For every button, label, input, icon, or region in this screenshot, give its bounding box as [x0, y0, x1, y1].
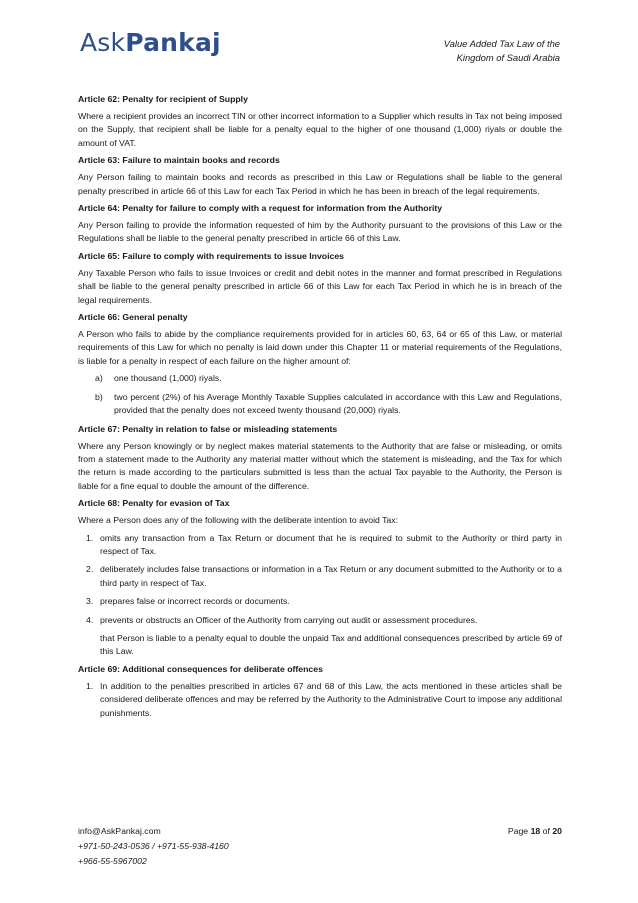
logo-pankaj-text: Pankaj	[125, 28, 221, 57]
article-65	[78, 250, 562, 307]
page-current: 18	[530, 826, 541, 836]
document-body	[78, 93, 562, 725]
footer-email[interactable]: info@AskPankaj.com	[78, 826, 161, 836]
list-marker: b)	[95, 391, 103, 402]
list-item-text: one thousand (1,000) riyals.	[114, 373, 222, 384]
list-marker: 4.	[86, 614, 94, 625]
list-item-text: prepares false or incorrect records or documents.	[100, 596, 290, 607]
article-69-list	[78, 680, 562, 720]
list-marker: a)	[95, 373, 103, 384]
list-item	[78, 614, 562, 627]
askpankaj-logo	[80, 30, 221, 55]
article-63	[78, 154, 562, 198]
list-item	[78, 680, 562, 720]
article-text: Any Person failing to maintain books and records as prescribed in this Law or Regulations shall be liable to the general penalty prescribed in article 66 of this Law for each Tax Period in which he has been in breach of the legal requirements.	[78, 172, 562, 196]
logo-ask-text: Ask	[80, 28, 126, 57]
article-text: Where a recipient provides an incorrect TIN or other incorrect information to a Supplier which results in Tax not being imposed on the Supply, that recipient shall be liable for a penalty equal to the higher of one thousand (1,000) riyals or double the amount of VAT.	[78, 111, 562, 148]
article-67	[78, 423, 562, 494]
list-item	[78, 563, 562, 590]
list-marker: 3.	[86, 596, 94, 607]
article-heading: Article 68: Penalty for evasion of Tax	[78, 498, 230, 509]
article-68-list	[78, 532, 562, 627]
article-text: Where any Person knowingly or by neglect makes material statements to the Authority that are false or misleading, or omits from a statement made to the Authority any material matter without which the statement is misleading, and the Tax for which the return is made according to the particulars submitted is less than the actual Tax payable to the Authority, the Person is liable for a fine equal to double the amount of the difference.	[78, 440, 562, 491]
article-text: Any Taxable Person who fails to issue Invoices or credit and debit notes in the manner and format prescribed in Regulations shall be liable to the general penalty prescribed in article 66 of this Law for each Tax Period in which he is in breach of the legal requirements.	[78, 267, 562, 305]
article-68-closing: that Person is liable to a penalty equal to double the unpaid Tax and additional consequences prescribed by article 69 of this Law.	[100, 632, 562, 657]
list-item-text: prevents or obstructs an Officer of the Authority from carrying out audit or assessment procedures.	[100, 614, 478, 625]
list-marker: 1.	[86, 680, 94, 691]
list-item-text: deliberately includes false transactions or information in a Tax Return or any document submitted to the Authority or to a third party in respect of Tax.	[100, 564, 562, 588]
article-heading: Article 69: Additional consequences for deliberate offences	[78, 663, 323, 674]
article-62	[78, 93, 562, 150]
article-heading: Article 64: Penalty for failure to comply with a request for information from the Authority	[78, 203, 443, 214]
article-text: Any Person failing to provide the information requested of him by the Authority pursuant to the provisions of this Law or the Regulations shall be liable to the general penalty prescribed in article 66 of this Law.	[78, 220, 562, 244]
page-total: 20	[552, 826, 562, 836]
page-of: of	[542, 826, 550, 836]
footer-phone-line1: +971-50-243-0536 / +971-55-938-4160	[78, 841, 229, 851]
article-heading: Article 62: Penalty for recipient of Supply	[78, 94, 248, 104]
article-64	[78, 202, 562, 246]
page-prefix: Page	[507, 826, 529, 836]
document-title-line2: Kingdom of Saudi Arabia	[456, 52, 560, 63]
list-item	[78, 372, 562, 385]
document-title-line1: Value Added Tax Law of the	[443, 38, 560, 49]
article-heading: Article 65: Failure to comply with requirements to issue Invoices	[78, 250, 345, 261]
article-69	[78, 663, 562, 720]
list-marker: 1.	[86, 532, 94, 543]
list-item-text: omits any transaction from a Tax Return or document that he is required to submit to the Authority or third party in respect of Tax.	[100, 532, 562, 556]
list-marker: 2.	[86, 564, 94, 575]
page-footer	[78, 824, 562, 869]
article-text: Where a Person does any of the following with the deliberate intention to avoid Tax:	[78, 515, 399, 526]
article-heading: Article 63: Failure to maintain books and records	[78, 155, 280, 166]
page-number	[508, 824, 562, 839]
list-item	[78, 391, 562, 418]
list-item-text: two percent (2%) of his Average Monthly Taxable Supplies calculated in accordance with this Law and Regulations, provided that the penalty does not exceed twenty thousand (20,000) riyals.	[114, 391, 562, 416]
footer-phone-line2: +966-55-5967002	[78, 856, 147, 866]
list-item-text: In addition to the penalties prescribed in articles 67 and 68 of this Law, the acts mentioned in these articles shall be considered deliberate offences and may be referred by the Authority to the Administrative Court to impose any additional punishments.	[100, 680, 562, 718]
article-68	[78, 497, 562, 659]
document-title	[444, 37, 560, 65]
article-heading: Article 67: Penalty in relation to false or misleading statements	[78, 423, 338, 434]
article-text: A Person who fails to abide by the compliance requirements provided for in articles 60, 63, 64 or 65 of this Law, or material requirements of this Law for which no penalty is laid down under this Chapter 11 or material requirements of the Regulations, is liable for a penalty in respect of each failure on the higher amount of:	[78, 329, 562, 366]
article-66	[78, 311, 562, 417]
list-item	[78, 532, 562, 559]
list-item	[78, 595, 562, 608]
article-heading: Article 66: General penalty	[78, 312, 188, 323]
article-66-list	[78, 372, 562, 417]
